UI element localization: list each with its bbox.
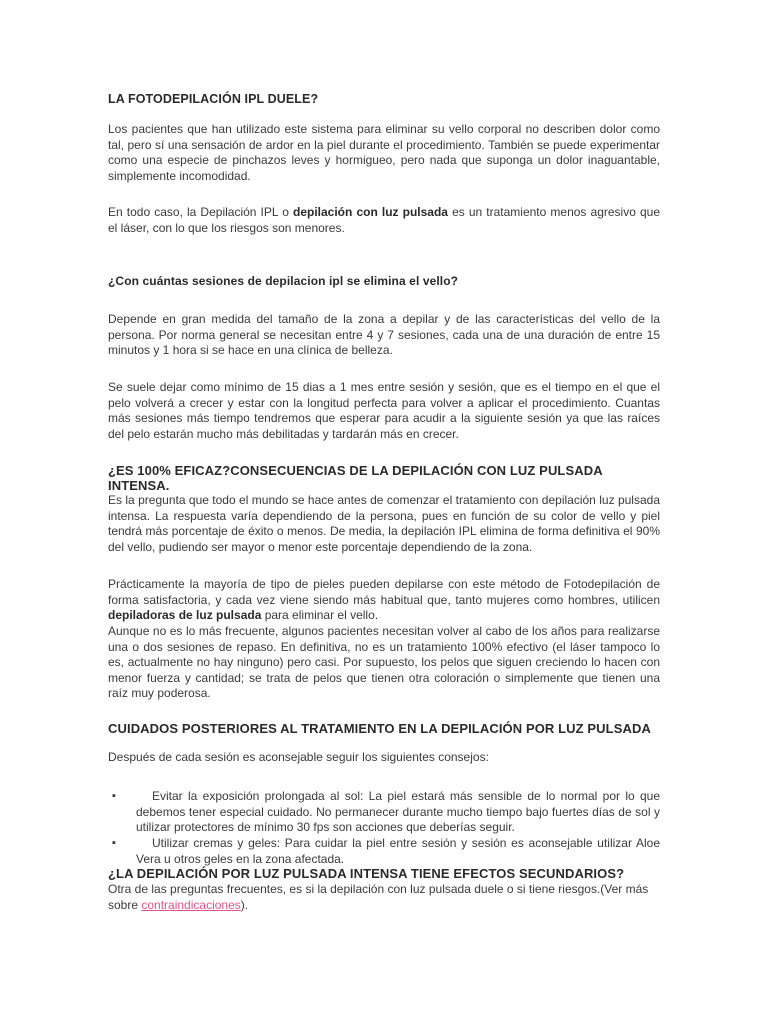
list-item-sol xyxy=(136,789,660,836)
heading-efectos-secundarios: ¿LA DEPILACIÓN POR LUZ PULSADA INTENSA TIENE EFECTOS SECUNDARIOS? xyxy=(108,866,625,881)
contraindicaciones-link[interactable]: contraindicaciones xyxy=(141,897,241,912)
paragraph-depende: Depende en gran medida del tamaño de la zona a depilar y de las características del vello de la persona. Por norma general se necesitan entre 4 y 7 sesiones, cada una de una duración de entre 15 minutos y 1 hora si se hace en una clínica de belleza. xyxy=(108,312,660,357)
p6-bold-term: depiladoras de luz pulsada xyxy=(108,608,262,622)
p9-text-end: ). xyxy=(240,897,249,912)
paragraph-depilacion-ipl xyxy=(108,205,660,236)
paragraph-sensacion: Los pacientes que han utilizado este sistema para eliminar su vello corporal no describen dolor como tal, pero sí una sensación de ardor en la piel durante el procedimiento. También se puede experimentar como una especie de pinchazos leves y hormigueo, pero nada que suponga un dolor inaguantable, simplemente incomodidad. xyxy=(108,122,660,183)
paragraph-repaso: Aunque no es lo más frecuente, algunos pacientes necesitan volver al cabo de los años para realizarse una o dos sesiones de repaso. En definitiva, no es un tratamiento 100% efectivo (el láser tampoco lo es, actualmente no hay ninguno) pero casi. Por supuesto, los pelos que siguen creciendo lo hacen con menor fuerza y cantidad; se trata de pelos que tienen otra coloración o simplemente que tienen una raíz muy poderosa. xyxy=(108,624,660,700)
paragraph-pieles xyxy=(108,577,660,624)
list-item-cremas xyxy=(136,836,660,867)
list-item-cremas-text: Utilizar cremas y geles: Para cuidar la piel entre sesión y sesión es aconsejable utilizar Aloe Vera u otros geles en la zona afectada. xyxy=(136,836,660,866)
heading-ipl-duele: LA FOTODEPILACIÓN IPL DUELE? xyxy=(108,92,319,106)
p2-text-end: es un tratamiento menos agresivo que el láser, con lo que los riesgos son menores. xyxy=(108,205,660,235)
paragraph-consejos-intro: Después de cada sesión es aconsejable seguir los siguientes consejos: xyxy=(108,750,489,764)
bullet-marker-2: ▪ xyxy=(112,837,116,849)
heading-eficaz: ¿ES 100% EFICAZ?CONSECUENCIAS DE LA DEPILACIÓN CON LUZ PULSADA INTENSA. xyxy=(108,463,603,493)
paragraph-intervalo: Se suele dejar como mínimo de 15 dias a 1 mes entre sesión y sesión, que es el tiempo en el que el pelo volverá a crecer y estar con la longitud perfecta para volver a aplicar el procedimiento. Cuantas más sesiones más tiempo tendremos que esperar para acudir a la siguiente sesión ya que las raíces del pelo estarán mucho más debilitadas y tardarán más en crecer. xyxy=(108,380,660,441)
bullet-marker-1: ▪ xyxy=(112,790,116,802)
heading-cuidados: CUIDADOS POSTERIORES AL TRATAMIENTO EN LA DEPILACIÓN POR LUZ PULSADA xyxy=(108,721,651,736)
list-item-sol-text: Evitar la exposición prolongada al sol: La piel estará más sensible de lo normal por lo que debemos tener especial cuidado. No permanecer durante mucho tiempo bajo fuertes días de sol y utilizar protectores de mínimo 30 fps son acciones que deberías seguir. xyxy=(136,789,660,834)
p2-text-start: En todo caso, la Depilación IPL o xyxy=(108,205,293,219)
p6-text-end: para eliminar el vello. xyxy=(261,608,379,622)
p6-text-start: Prácticamente la mayoría de tipo de pieles pueden depilarse con este método de Fotodepilación de forma satisfactoria, y cada vez viene siendo más habitual que, tanto mujeres como hombres, utilicen xyxy=(108,577,660,607)
p2-bold-term: depilación con luz pulsada xyxy=(293,205,448,219)
paragraph-riesgos xyxy=(108,882,660,913)
paragraph-pregunta: Es la pregunta que todo el mundo se hace antes de comenzar el tratamiento con depilación luz pulsada intensa. La respuesta varía dependiendo de la persona, pues en función de su color de vello y piel tendrá más porcentaje de éxito o menos. De media, la depilación IPL elimina de forma definitiva el 90% del vello, pudiendo ser mayor o menor este porcentaje dependiendo de la zona. xyxy=(108,493,660,554)
heading-sesiones: ¿Con cuántas sesiones de depilacion ipl se elimina el vello? xyxy=(108,274,459,288)
p9-text-start: Otra de las preguntas frecuentes, es si la depilación con luz pulsada duele o si tiene riesgos.(Ver más sobre xyxy=(108,882,649,912)
